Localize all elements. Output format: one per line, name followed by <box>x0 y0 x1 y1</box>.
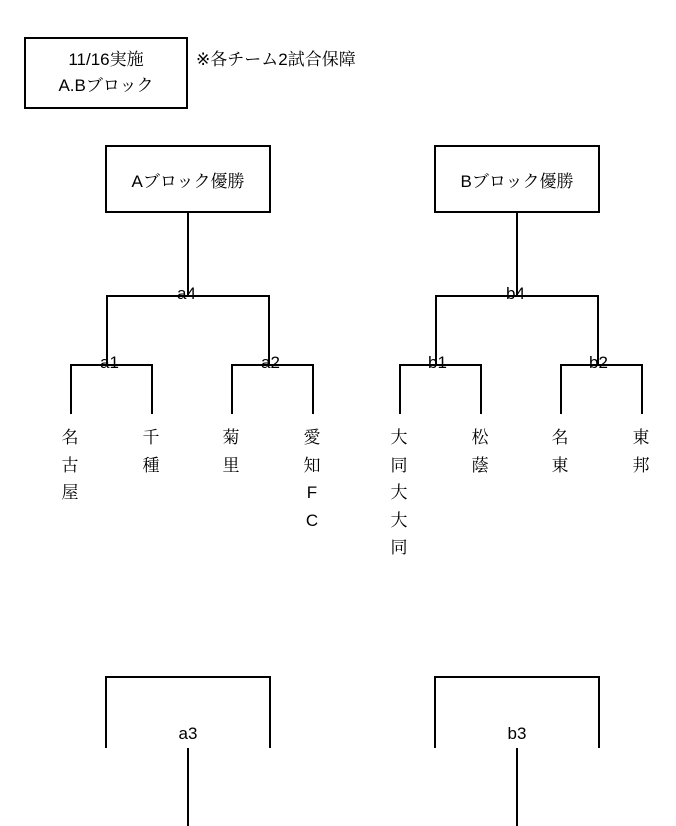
team-char: F <box>306 483 318 503</box>
team-chikusa <box>140 424 162 479</box>
team-char: 屋 <box>61 483 79 503</box>
team-char: 大 <box>390 483 408 503</box>
connector-a2-right-leg <box>312 364 314 414</box>
team-char: 蔭 <box>471 455 489 475</box>
node-label-a4: a4 <box>177 284 196 303</box>
champion-label-b: Bブロック優勝 <box>460 171 574 191</box>
team-char: 知 <box>303 455 321 475</box>
team-shoin <box>469 424 491 479</box>
node-label-a3: a3 <box>178 724 198 743</box>
team-meito <box>549 424 571 479</box>
team-char: 邦 <box>632 455 650 475</box>
node-label-b2: b2 <box>589 353 608 372</box>
connector-b2-right-leg <box>641 364 643 414</box>
team-char: 同 <box>390 455 408 475</box>
team-char: 大 <box>390 428 408 447</box>
node-label-a2: a2 <box>261 353 280 372</box>
connector-b2-left-leg <box>560 364 562 414</box>
team-char: 東 <box>632 428 650 447</box>
team-nagoya <box>59 424 81 507</box>
champion-box-a <box>105 145 271 213</box>
node-label-b1: b1 <box>428 353 447 372</box>
header-note: ※各チーム2試合保障 <box>196 50 356 69</box>
header-date-line: 11/16実施 <box>68 49 144 69</box>
team-daido-daidai <box>388 424 410 562</box>
header-block-line: A.Bブロック <box>58 76 154 95</box>
team-char: 名 <box>551 428 569 447</box>
node-box-a3 <box>105 676 271 748</box>
team-kikuzato <box>220 424 242 479</box>
team-char: 松 <box>471 428 489 447</box>
team-char: 古 <box>61 455 79 475</box>
connector-a2-left-leg <box>231 364 233 414</box>
connector-a3-stem <box>187 748 189 826</box>
team-char: 千 <box>142 428 160 447</box>
champion-label-a: Aブロック優勝 <box>131 171 245 191</box>
node-label-b4: b4 <box>506 284 525 303</box>
team-char: 愛 <box>303 428 321 447</box>
team-char: C <box>305 510 319 530</box>
node-label-b3: b3 <box>507 724 527 743</box>
team-char: 大 <box>390 510 408 530</box>
team-char: 同 <box>390 538 408 558</box>
header-date-box <box>24 37 188 109</box>
connector-b1-left-leg <box>399 364 401 414</box>
connector-a1-left-leg <box>70 364 72 414</box>
node-label-a1: a1 <box>100 353 119 372</box>
team-char: 名 <box>61 428 79 447</box>
connector-a1-right-leg <box>151 364 153 414</box>
team-char: 菊 <box>222 428 240 447</box>
team-toho <box>630 424 652 479</box>
champion-box-b <box>434 145 600 213</box>
team-char: 種 <box>142 455 160 475</box>
team-char: 東 <box>551 455 569 475</box>
connector-b3-stem <box>516 748 518 826</box>
team-aichi-fc <box>301 424 323 534</box>
node-box-b3 <box>434 676 600 748</box>
connector-b1-right-leg <box>480 364 482 414</box>
team-char: 里 <box>222 455 240 475</box>
